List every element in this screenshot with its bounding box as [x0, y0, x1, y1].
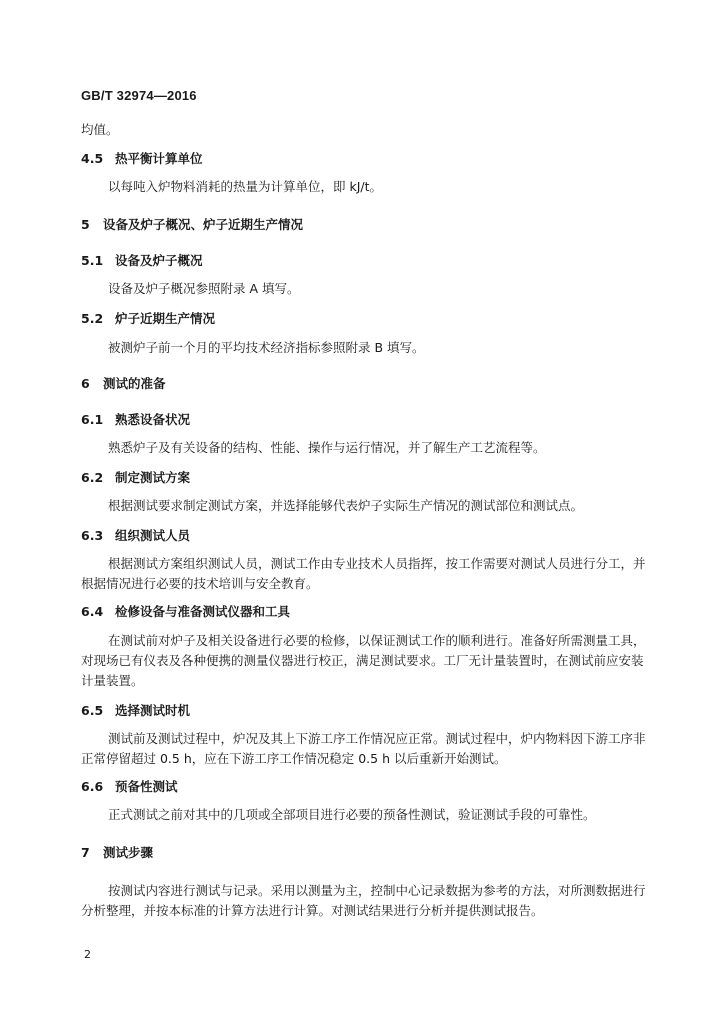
paragraph-line: 分析整理，并按本标准的计算方法进行计算。对测试结果进行分析并提供测试报告。	[81, 903, 544, 918]
section-heading-6-4	[81, 605, 290, 619]
paragraph-line: 根据测试要求制定测试方案，并选择能够代表炉子实际生产情况的测试部位和测试点。	[108, 498, 584, 513]
section-title: 组织测试人员	[115, 528, 191, 543]
section-number: 6	[81, 376, 90, 391]
section-number: 6.3	[81, 528, 104, 543]
paragraph-line: 按测试内容进行测试与记录。采用以测量为主，控制中心记录数据为参考的方法，对所测数据进行	[108, 883, 646, 898]
paragraph-line: 根据情况进行必要的技术培训与安全教育。	[81, 576, 319, 591]
section-title: 制定测试方案	[115, 470, 191, 485]
section-heading-6-5	[81, 704, 190, 718]
section-title: 设备及炉子概况、炉子近期生产情况	[103, 217, 304, 232]
paragraph-line: 测试前及测试过程中，炉况及其上下游工序工作情况应正常。测试过程中，炉内物料因下游工序非	[108, 731, 646, 746]
section-number: 7	[81, 845, 90, 860]
section-number: 6.1	[81, 412, 104, 427]
section-number: 5	[81, 217, 90, 232]
paragraph-line: 计量装置。	[81, 673, 144, 688]
section-heading-5-2	[81, 312, 215, 326]
section-heading-6-6	[81, 780, 178, 794]
page-number: 2	[84, 948, 91, 961]
paragraph-line: 对现场已有仪表及各种便携的测量仪器进行校正，满足测试要求。工厂无计量装置时，在测试前应安装	[81, 653, 644, 668]
section-title: 设备及炉子概况	[115, 253, 203, 268]
section-heading-7	[81, 846, 153, 860]
paragraph-line: 正式测试之前对其中的几项或全部项目进行必要的预备性测试，验证测试手段的可靠性。	[108, 807, 596, 822]
section-number: 6.5	[81, 703, 104, 718]
section-number: 6.4	[81, 604, 104, 619]
section-heading-6-3	[81, 529, 190, 543]
section-title: 熟悉设备状况	[115, 412, 191, 427]
section-heading-5-1	[81, 254, 203, 268]
section-title: 测试步骤	[103, 845, 154, 860]
paragraph-line: 正常停留超过 0.5 h，应在下游工序工作情况稳定 0.5 h 以后重新开始测试。	[81, 751, 507, 766]
continuation-text: 均值。	[81, 122, 119, 137]
section-title: 测试的准备	[103, 376, 166, 391]
section-number: 6.6	[81, 779, 104, 794]
section-heading-4-5	[81, 152, 203, 166]
section-number: 6.2	[81, 470, 104, 485]
paragraph-line: 设备及炉子概况参照附录 A 填写。	[108, 281, 300, 296]
section-heading-6	[81, 377, 166, 391]
standard-code: GB/T 32974—2016	[81, 88, 197, 103]
paragraph-line: 被测炉子前一个月的平均技术经济指标参照附录 B 填写。	[108, 340, 425, 355]
section-heading-6-1	[81, 413, 190, 427]
section-number: 4.5	[81, 151, 104, 166]
section-title: 检修设备与准备测试仪器和工具	[115, 604, 291, 619]
section-heading-5	[81, 218, 303, 232]
section-title: 炉子近期生产情况	[115, 311, 216, 326]
section-title: 选择测试时机	[115, 703, 191, 718]
section-number: 5.2	[81, 311, 104, 326]
paragraph-line: 以每吨入炉物料消耗的热量为计算单位，即 kJ/t。	[108, 179, 383, 194]
paragraph-line: 熟悉炉子及有关设备的结构、性能、操作与运行情况，并了解生产工艺流程等。	[108, 440, 546, 455]
paragraph-line: 根据测试方案组织测试人员，测试工作由专业技术人员指挥，按工作需要对测试人员进行分工，并	[108, 556, 646, 571]
paragraph-line: 在测试前对炉子及相关设备进行必要的检修，以保证测试工作的顺利进行。准备好所需测量工具，	[108, 633, 646, 648]
section-title: 热平衡计算单位	[115, 151, 203, 166]
section-number: 5.1	[81, 253, 104, 268]
section-heading-6-2	[81, 471, 190, 485]
section-title: 预备性测试	[115, 779, 178, 794]
